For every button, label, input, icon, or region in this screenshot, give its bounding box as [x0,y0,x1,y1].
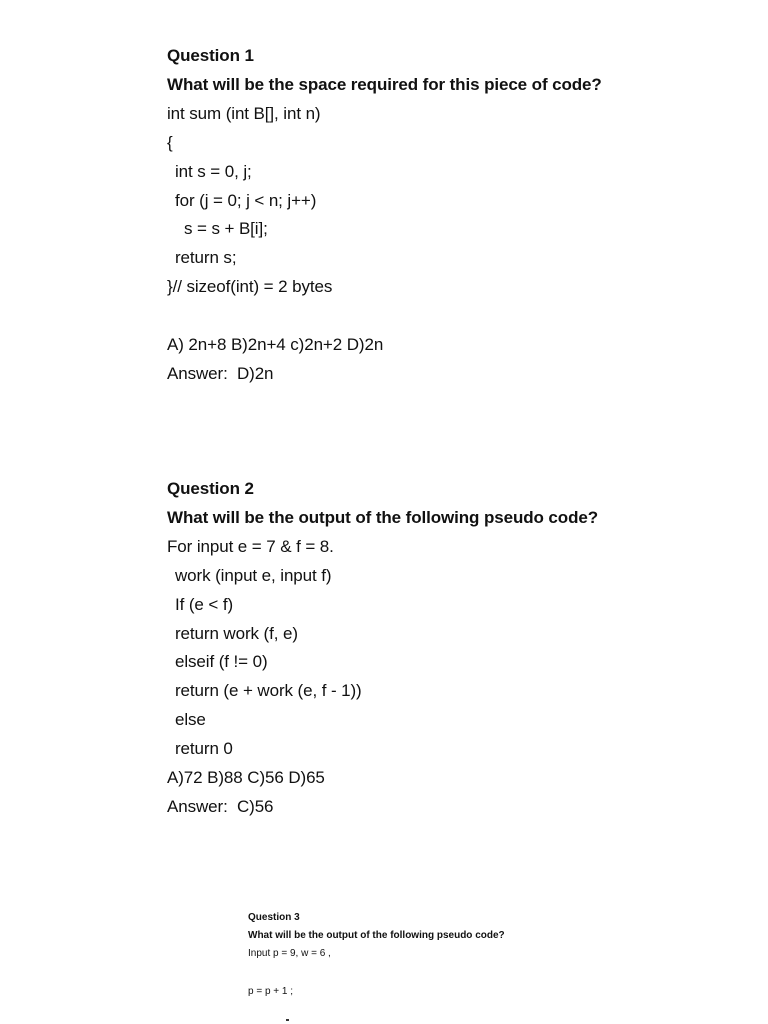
question-1-code-line: }// sizeof(int) = 2 bytes [167,277,333,296]
question-3-prompt: What will be the output of the following pseudo code? [248,930,505,941]
question-1-code-line: for (j = 0; j < n; j++) [175,191,317,210]
question-2-code-line: elseif (f != 0) [175,652,268,671]
question-1-answer: Answer: D)2n [167,364,274,383]
question-2-answer: Answer: C)56 [167,797,274,816]
question-1-code-line: int sum (int B[], int n) [167,104,321,123]
question-1-code-line: s = s + B[i]; [184,219,268,238]
question-1-prompt: What will be the space required for this piece of code? [167,75,602,94]
question-2-code-line: work (input e, input f) [175,566,332,585]
question-1-options: A) 2n+8 B)2n+4 c)2n+2 D)2n [167,335,384,354]
question-2-code-line: If (e < f) [175,595,234,614]
question-1-code-line: int s = 0, j; [175,162,252,181]
question-2-input: For input e = 7 & f = 8. [167,537,334,556]
question-3-input: Input p = 9, w = 6 , [248,948,331,959]
question-2-code-line: else [175,710,206,729]
question-1-code-line: { [167,133,173,152]
question-3-title: Question 3 [248,912,300,923]
question-2-code-line: return 0 [175,739,233,758]
question-2-options: A)72 B)88 C)56 D)65 [167,768,325,787]
question-2-prompt: What will be the output of the following pseudo code? [167,508,598,527]
question-2-title: Question 2 [167,479,254,498]
question-1-code-line: return s; [175,248,237,267]
question-1-title: Question 1 [167,46,254,65]
question-3-code-line: p = p + 1 ; [248,986,294,997]
question-2-code-line: return work (f, e) [175,624,298,643]
clipped-text-fragment [286,1019,289,1021]
question-2-code-line: return (e + work (e, f - 1)) [175,681,362,700]
